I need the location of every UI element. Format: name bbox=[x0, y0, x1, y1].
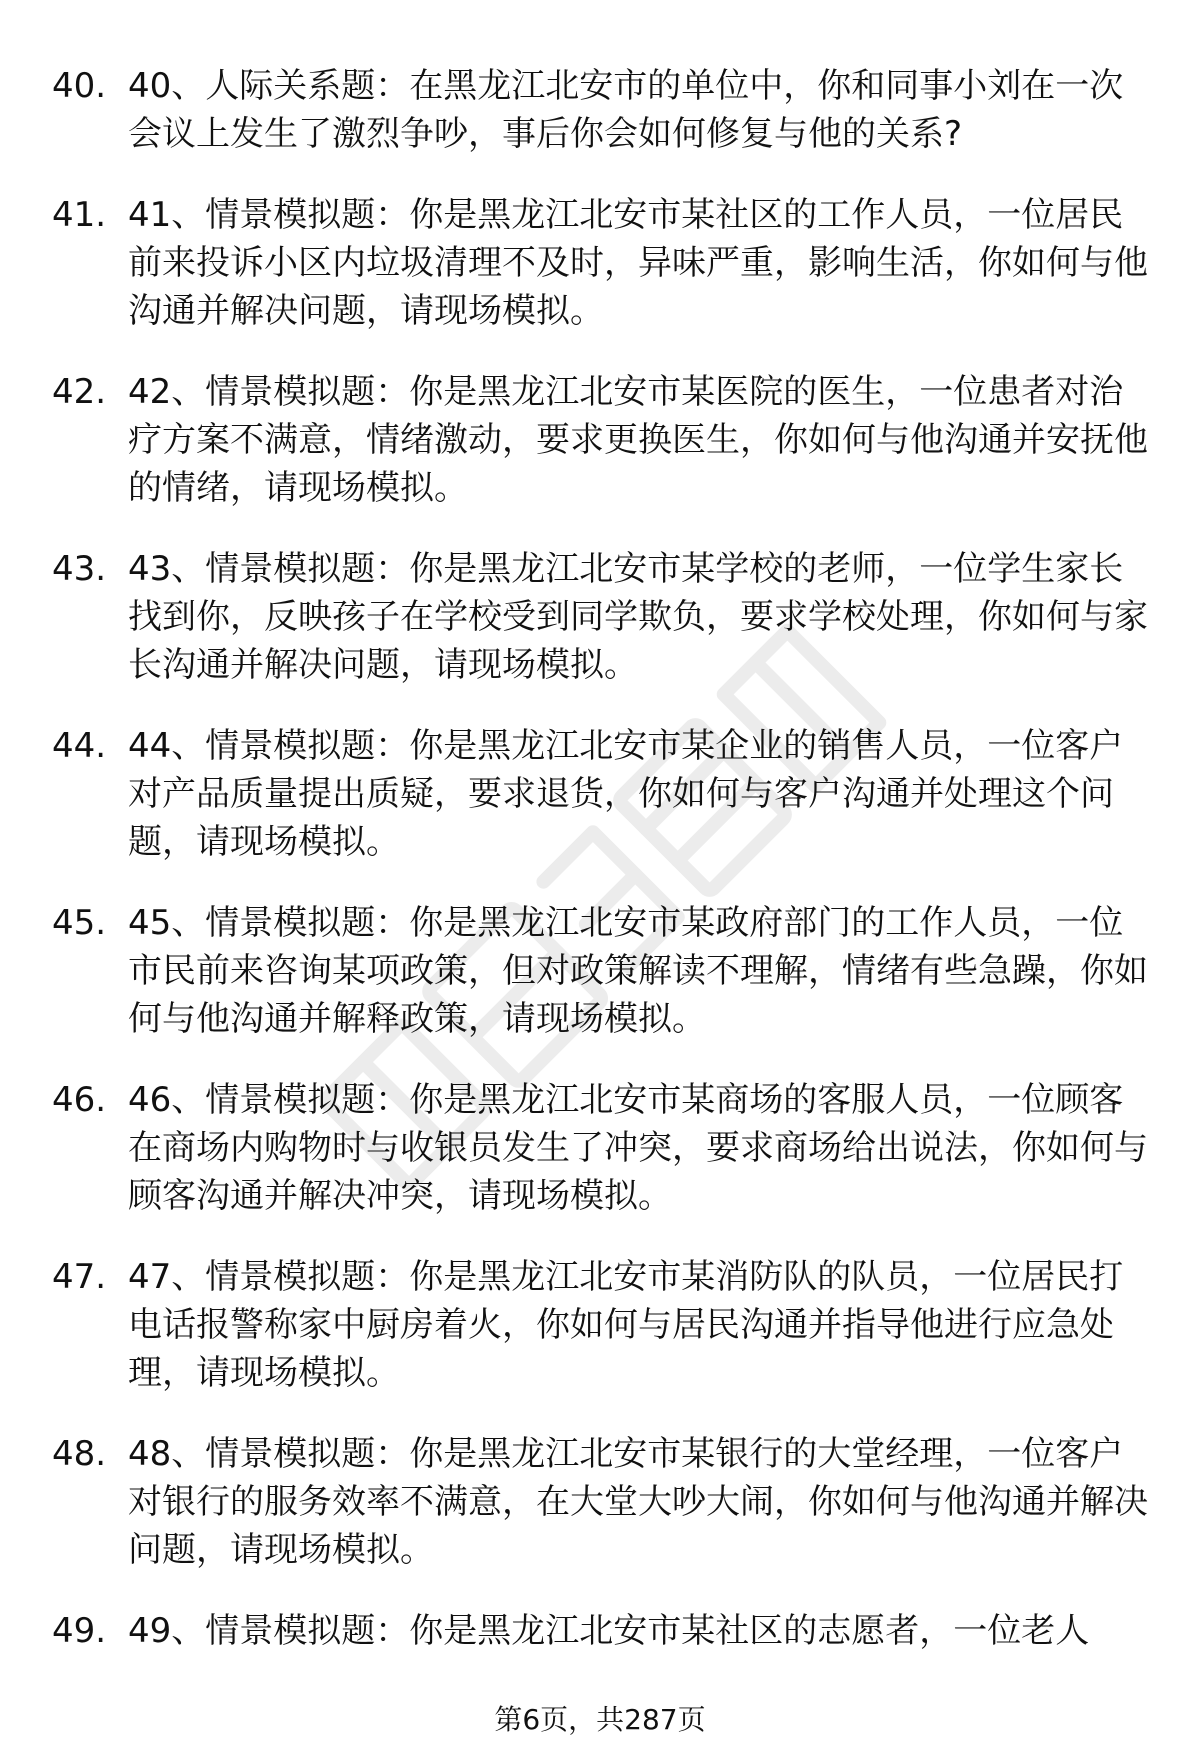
question-number: 40. bbox=[52, 66, 107, 106]
question-number: 44. bbox=[52, 726, 107, 766]
list-item bbox=[52, 191, 1152, 335]
question-number: 48. bbox=[52, 1434, 107, 1474]
question-text: 41、情景模拟题：你是黑龙江北安市某社区的工作人员，一位居民前来投诉小区内垃圾清理不及时，异味严重，影响生活，你如何与他沟通并解决问题，请现场模拟。 bbox=[128, 195, 1148, 331]
question-number: 42. bbox=[52, 372, 107, 412]
question-text: 43、情景模拟题：你是黑龙江北安市某学校的老师，一位学生家长找到你，反映孩子在学校受到同学欺负，要求学校处理，你如何与家长沟通并解决问题，请现场模拟。 bbox=[128, 549, 1148, 685]
question-list bbox=[52, 62, 1152, 1688]
question-text: 44、情景模拟题：你是黑龙江北安市某企业的销售人员，一位客户对产品质量提出质疑，要求退货，你如何与客户沟通并处理这个问题，请现场模拟。 bbox=[128, 726, 1124, 862]
list-item bbox=[52, 1076, 1152, 1220]
list-item bbox=[52, 1253, 1152, 1397]
list-item bbox=[52, 368, 1152, 512]
page-footer: 第6页，共287页 bbox=[494, 1703, 706, 1736]
question-number: 47. bbox=[52, 1257, 107, 1297]
list-item bbox=[52, 62, 1152, 158]
question-text: 49、情景模拟题：你是黑龙江北安市某社区的志愿者，一位老人 bbox=[128, 1611, 1090, 1651]
question-text: 45、情景模拟题：你是黑龙江北安市某政府部门的工作人员，一位市民前来咨询某项政策，但对政策解读不理解，情绪有些急躁，你如何与他沟通并解释政策，请现场模拟。 bbox=[128, 903, 1148, 1039]
question-number: 46. bbox=[52, 1080, 107, 1120]
list-item bbox=[52, 1430, 1152, 1574]
question-number: 41. bbox=[52, 195, 107, 235]
list-item bbox=[52, 1607, 1152, 1655]
question-number: 45. bbox=[52, 903, 107, 943]
question-text: 46、情景模拟题：你是黑龙江北安市某商场的客服人员，一位顾客在商场内购物时与收银员发生了冲突，要求商场给出说法，你如何与顾客沟通并解决冲突，请现场模拟。 bbox=[128, 1080, 1148, 1216]
question-number: 43. bbox=[52, 549, 107, 589]
question-text: 47、情景模拟题：你是黑龙江北安市某消防队的队员，一位居民打电话报警称家中厨房着火，你如何与居民沟通并指导他进行应急处理，请现场模拟。 bbox=[128, 1257, 1124, 1393]
question-text: 42、情景模拟题：你是黑龙江北安市某医院的医生，一位患者对治疗方案不满意，情绪激动，要求更换医生，你如何与他沟通并安抚他的情绪，请现场模拟。 bbox=[128, 372, 1148, 508]
list-item bbox=[52, 722, 1152, 866]
question-text: 40、人际关系题：在黑龙江北安市的单位中，你和同事小刘在一次会议上发生了激烈争吵，事后你会如何修复与他的关系? bbox=[128, 66, 1124, 154]
list-item bbox=[52, 899, 1152, 1043]
list-item bbox=[52, 545, 1152, 689]
question-number: 49. bbox=[52, 1611, 107, 1651]
question-text: 48、情景模拟题：你是黑龙江北安市某银行的大堂经理，一位客户对银行的服务效率不满意，在大堂大吵大闹，你如何与他沟通并解决问题，请现场模拟。 bbox=[128, 1434, 1148, 1570]
